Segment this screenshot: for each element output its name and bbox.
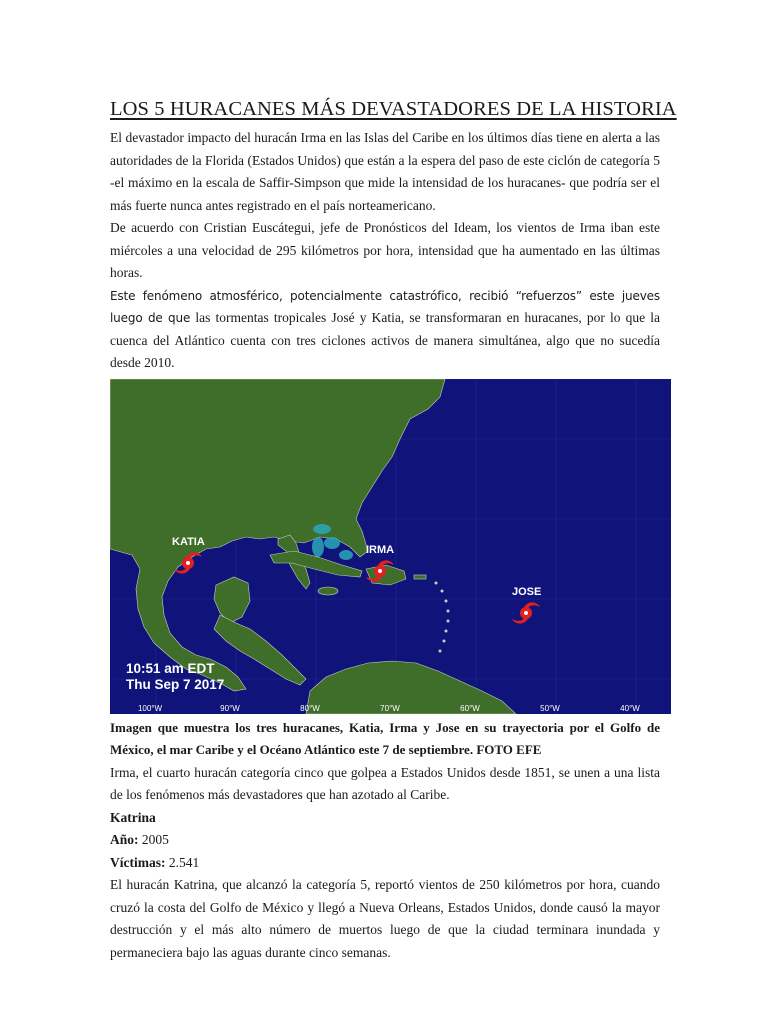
article <box>110 98 677 964</box>
map-date: Thu Sep 7 2017 <box>126 676 225 692</box>
jamaica <box>318 587 338 595</box>
reinforcements-line-2: las tormentas tropicales José y Katia, se transformaran en huracanes, por lo que la cuenca del Atlántico cuenta con tres ciclones activos de manera simultánea, algo que no sucedía desde 2010. <box>110 310 661 370</box>
victims-label: Víctimas: <box>110 854 166 870</box>
lon-label: 90°W <box>220 703 240 713</box>
irma-context-paragraph: Irma, el cuarto huracán categoría cinco que golpea a Estados Unidos desde 1851, se unen a una lista de los fenómenos más devastadores que han azotado al Caribe. <box>110 764 660 802</box>
caption-text: Imagen que muestra los tres huracanes, Katia, Irma y Jose en su trayectoria por el Golfo de México, el mar Caribe y el Océano Atlántico este 7 de septiembre. FOTO EFE <box>110 719 660 757</box>
lon-label: 50°W <box>540 703 560 713</box>
map-time: 10:51 am EDT <box>126 660 215 676</box>
katrina-heading <box>110 807 660 830</box>
lon-label: 60°W <box>460 703 480 713</box>
lon-label: 40°W <box>620 703 640 713</box>
irma-label: IRMA <box>366 543 395 556</box>
lon-label: 80°W <box>300 703 320 713</box>
jose-label: JOSE <box>512 585 542 598</box>
year-value: 2005 <box>141 832 169 847</box>
page-title: LOS 5 HURACANES MÁS DEVASTADORES DE LA HISTORIA <box>110 98 677 120</box>
image-caption <box>110 717 660 762</box>
lon-label: 70°W <box>380 703 400 713</box>
katrina-paragraph: El huracán Katrina, que alcanzó la categoría 5, reportó vientos de 250 kilómetros por hora, cuando cruzó la costa del Golfo de México y llegó a Nueva Orleans, Estados Unidos, donde causó la mayor destrucción y el más alto número de muertos luego de que la ciudad terminara inundada y permaneciera bajo las aguas durante cinco semanas. <box>110 877 660 960</box>
intro-paragraph: El devastador impacto del huracán Irma en las Islas del Caribe en los últimos días tiene en alerta a las autoridades de la Florida (Estados Unidos) que están a la espera del paso de este ciclón de categoría 5 -el máximo en la escala de Saffir-Simpson que mide la intensidad de los huracanes- que podría ser el más fuerte nunca antes registrado en el país norteamericano. <box>110 130 660 213</box>
reinforcements-line-1: Este fenómeno atmosférico, potencialmente catastrófico, recibió “refuerzos” este jueves luego de que <box>110 288 660 325</box>
katia-label: KATIA <box>172 535 205 548</box>
katrina-victims <box>110 852 660 875</box>
forecast-paragraph: De acuerdo con Cristian Euscátegui, jefe de Pronósticos del Ideam, los vientos de Irma iban este miércoles a una velocidad de 295 kilómetros por hora, intensidad que ha aumentado en las últimas horas. <box>110 220 660 280</box>
puerto-rico <box>414 575 426 579</box>
hurricane-map <box>110 379 671 714</box>
year-label: Año: <box>110 832 139 847</box>
satellite-map-graphic <box>110 379 671 714</box>
katrina-name: Katrina <box>110 809 156 825</box>
lon-label: 100°W <box>137 703 163 713</box>
reinforcements-paragraph <box>110 285 660 375</box>
katrina-year <box>110 829 660 852</box>
victims-value: 2.541 <box>168 854 200 870</box>
